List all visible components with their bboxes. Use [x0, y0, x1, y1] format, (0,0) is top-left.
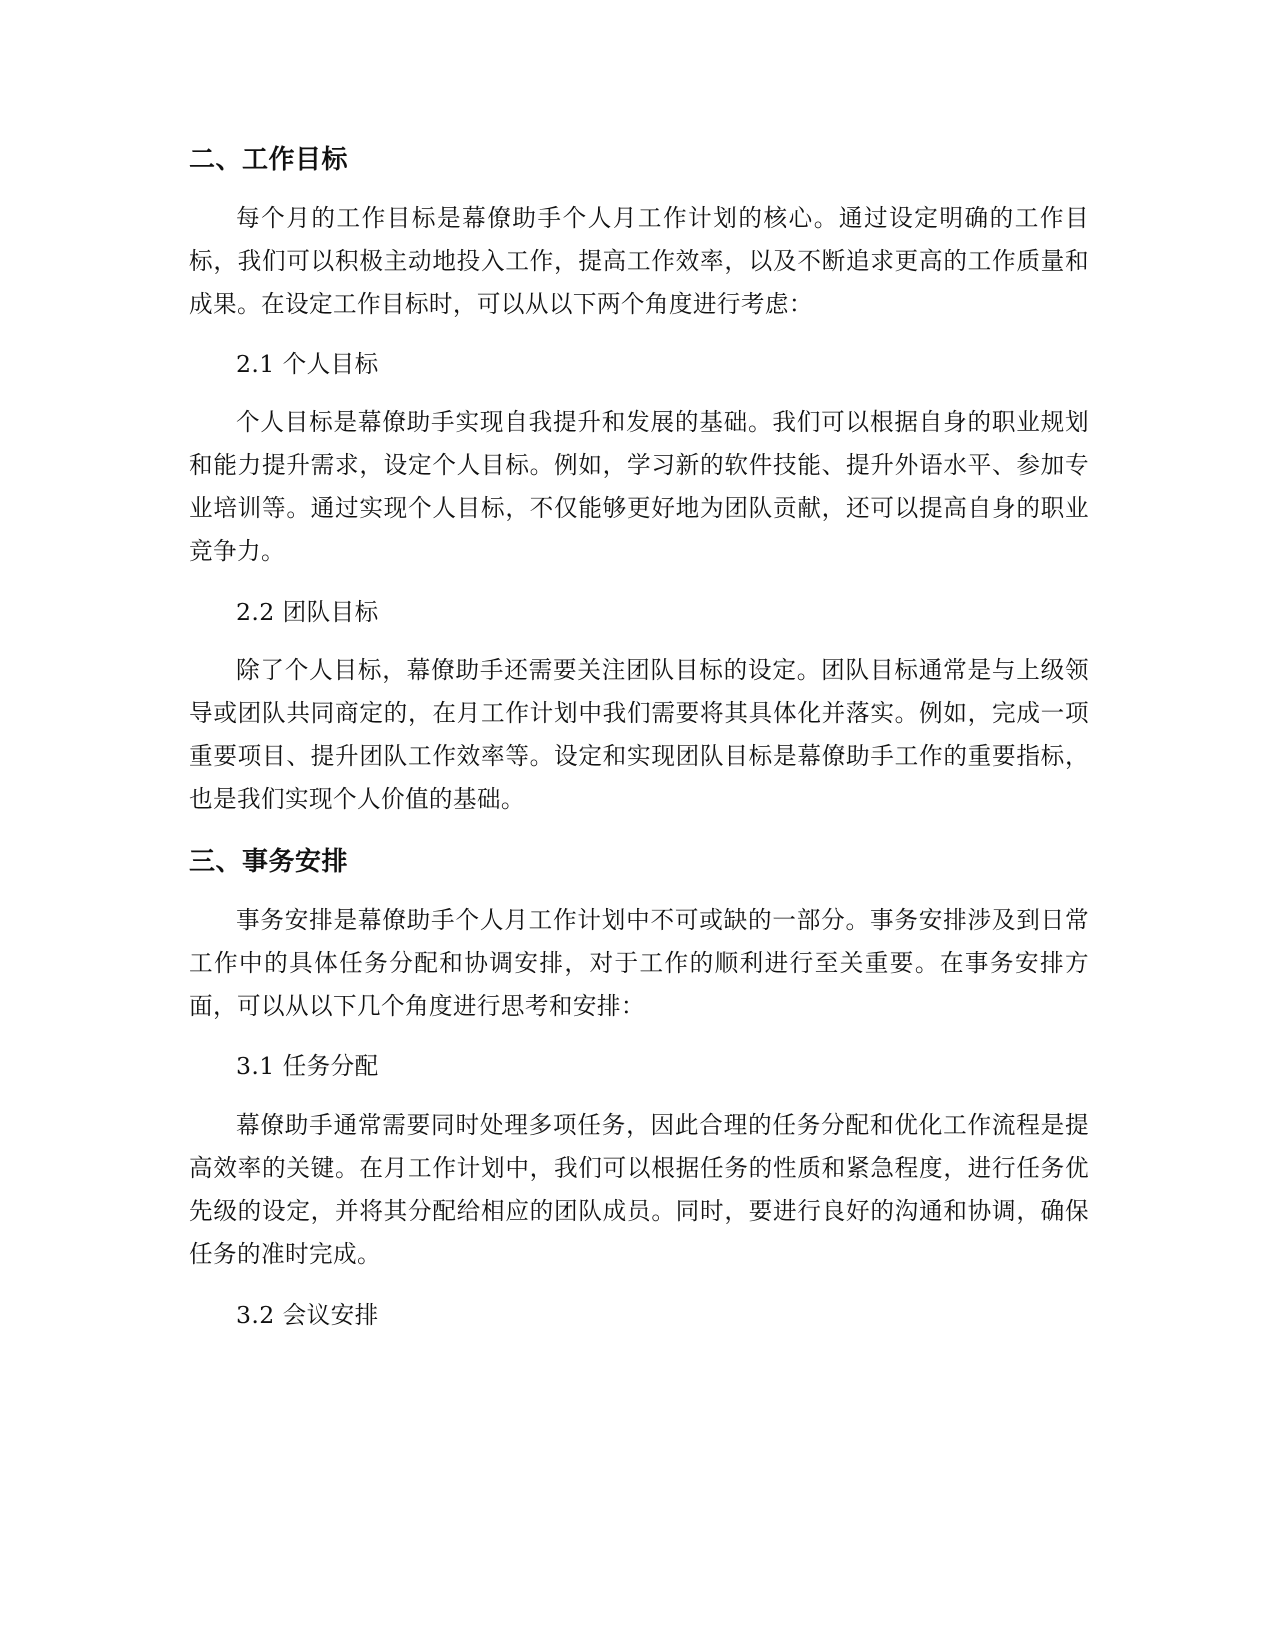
subsection-heading-team-goals: 2.2 团队目标: [236, 598, 379, 626]
section-title-affairs: 三、事务安排: [189, 847, 349, 877]
subsection-body-personal-goals: 个人目标是幕僚助手实现自我提升和发展的基础。我们可以根据自身的职业规划和能力提升需求，设定个人目标。例如，学习新的软件技能、提升外语水平、参加专业培训等。通过实现个人目标，不仅能够更好地为团队贡献，还可以提高自身的职业竞争力。: [189, 408, 1089, 565]
subsection-body-task-assignment: 幕僚助手通常需要同时处理多项任务，因此合理的任务分配和优化工作流程是提高效率的关键。在月工作计划中，我们可以根据任务的性质和紧急程度，进行任务优先级的设定，并将其分配给相应的团队成员。同时，要进行良好的沟通和协调，确保任务的准时完成。: [189, 1111, 1089, 1268]
section-intro-affairs: 事务安排是幕僚助手个人月工作计划中不可或缺的一部分。事务安排涉及到日常工作中的具体任务分配和协调安排，对于工作的顺利进行至关重要。在事务安排方面，可以从以下几个角度进行思考和安排：: [189, 906, 1089, 1020]
subsection-heading-task-assignment: 3.1 任务分配: [236, 1052, 379, 1080]
document-body: [189, 143, 1089, 1332]
subsection-body-team-goals: 除了个人目标，幕僚助手还需要关注团队目标的设定。团队目标通常是与上级领导或团队共同商定的，在月工作计划中我们需要将其具体化并落实。例如，完成一项重要项目、提升团队工作效率等。设定和实现团队目标是幕僚助手工作的重要指标，也是我们实现个人价值的基础。: [189, 656, 1089, 813]
subsection-heading-personal-goals: 2.1 个人目标: [236, 350, 379, 378]
section-intro-work-goals: 每个月的工作目标是幕僚助手个人月工作计划的核心。通过设定明确的工作目标，我们可以积极主动地投入工作，提高工作效率，以及不断追求更高的工作质量和成果。在设定工作目标时，可以从以下两个角度进行考虑：: [189, 204, 1089, 318]
section-title-work-goals: 二、工作目标: [189, 145, 349, 175]
subsection-heading-meeting-arrangement: 3.2 会议安排: [236, 1301, 379, 1329]
